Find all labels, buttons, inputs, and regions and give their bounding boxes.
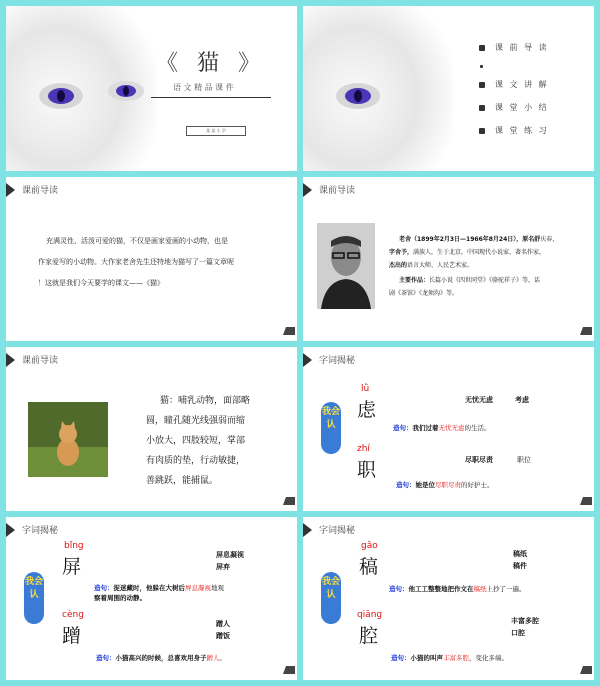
slide-intro-text[interactable] xyxy=(6,177,297,341)
bullet-icon xyxy=(479,105,485,111)
word: 屏弃 xyxy=(216,563,230,571)
bullet-icon xyxy=(479,128,485,134)
author-portrait xyxy=(317,223,375,309)
pinyin: zhí xyxy=(357,444,370,454)
pinyin: cèng xyxy=(62,610,84,620)
corner-deco-icon xyxy=(580,497,592,505)
slide-header: 课前导读 xyxy=(6,347,297,373)
character: 虑 xyxy=(357,399,377,421)
word: 蹭人 xyxy=(216,620,230,628)
character: 职 xyxy=(357,459,377,481)
pinyin: lǜ xyxy=(361,384,370,394)
example-sentence: 造句：他工工整整地把作文在稿纸上抄了一遍。 xyxy=(389,585,526,593)
character: 蹭 xyxy=(62,625,82,647)
bullet-icon xyxy=(480,65,483,68)
recognize-badge: 我会认 xyxy=(321,572,341,624)
recognize-badge: 我会认 xyxy=(24,572,44,624)
bullet-icon xyxy=(479,82,485,88)
character: 腔 xyxy=(359,625,379,647)
slide-vocab-3[interactable] xyxy=(303,517,594,680)
example-sentence: 造句：她是位尽职尽责的好护士。 xyxy=(396,481,494,489)
word: 无忧无虑 xyxy=(465,396,493,404)
character: 稿 xyxy=(359,556,379,578)
pinyin: bǐng xyxy=(64,541,84,551)
slide-header: 字词揭秘 xyxy=(303,347,594,373)
title-divider xyxy=(151,97,271,98)
corner-deco-icon xyxy=(283,666,295,674)
kitten-photo xyxy=(28,402,108,477)
pinyin: gǎo xyxy=(361,541,378,551)
toc-item-1[interactable]: 课 前 导 读 xyxy=(479,36,589,59)
slide-cat-desc[interactable] xyxy=(6,347,297,511)
character: 屏 xyxy=(62,556,82,578)
word: 职位 xyxy=(517,456,531,464)
triangle-icon xyxy=(303,523,312,537)
word: 稿件 xyxy=(513,562,527,570)
word: 蹭饭 xyxy=(216,632,230,640)
triangle-icon xyxy=(6,353,15,367)
intro-paragraph: 充满灵性、活泼可爱的猫，不仅是画家爱画的小动物，也是 作家爱写的小动物。大作家老舍先生还特地为猫写了一篇文章呢 ！这就是我们今天要学的课文——《猫》 xyxy=(38,237,234,287)
cat-description: 猫：哺乳动物，面部略 圆，瞳孔随光线强弱而缩 小放大，四肢较短，掌部 有肉质的垫，行动敏捷， 善跳跃，能捕鼠。 xyxy=(146,396,251,486)
toc-item-4[interactable]: 课 堂 练 习 xyxy=(479,119,589,142)
white-cat-image xyxy=(303,6,453,171)
bullet-icon xyxy=(479,45,485,51)
pinyin: qiāng xyxy=(357,610,383,620)
triangle-icon xyxy=(6,523,15,537)
white-cat-image xyxy=(6,6,156,171)
triangle-icon xyxy=(6,183,15,197)
slide-header: 课前导读 xyxy=(303,177,594,203)
slide-header: 字词揭秘 xyxy=(6,517,297,543)
corner-deco-icon xyxy=(283,327,295,335)
word: 屏息凝视 xyxy=(216,551,244,559)
slide-toc[interactable] xyxy=(303,6,594,171)
example-sentence: 造句：小猫高兴的时候，总喜欢用身子蹭人。 xyxy=(96,654,226,662)
author-bio: 老舍（1899年2月3日—1966年8月24日），原名舒庆春， 字舍予，满族人，生于北京，中国现代小说家、著名作家， 杰出的语言大师、人民艺术家。 主要作品：长篇小说《四世同堂》《骆驼祥子》等，话 剧《茶馆》《龙须沟》等。 xyxy=(389,236,559,297)
triangle-icon xyxy=(303,353,312,367)
slide-title[interactable] xyxy=(6,6,297,171)
word: 尽职尽责 xyxy=(465,456,493,464)
recognize-badge: 我会认 xyxy=(321,402,341,454)
school-label: 某 某 小 学 xyxy=(186,126,246,136)
word: 考虑 xyxy=(515,396,529,404)
toc-item-3[interactable]: 课 堂 小 结 xyxy=(479,96,589,119)
toc-list xyxy=(479,36,589,142)
corner-deco-icon xyxy=(580,327,592,335)
toc-spacer xyxy=(479,59,589,73)
corner-deco-icon xyxy=(283,497,295,505)
slide-vocab-1[interactable] xyxy=(303,347,594,511)
slide-subtitle: 语 文 精 品 课 件 xyxy=(173,83,234,92)
slide-header: 字词揭秘 xyxy=(303,517,594,543)
corner-deco-icon xyxy=(580,666,592,674)
example-sentence: 造句：小猫的叫声丰富多腔，变化多端。 xyxy=(391,654,508,662)
word: 丰富多腔 xyxy=(511,617,539,625)
slide-author[interactable] xyxy=(303,177,594,341)
example-sentence: 造句：我们过着无忧无虑的生活。 xyxy=(393,424,491,432)
toc-item-2[interactable]: 课 文 讲 解 xyxy=(479,73,589,96)
example-sentence: 造句：捉迷藏时，他躲在大树后屏息凝视地观 察着周围的动静。 xyxy=(94,584,224,602)
slide-vocab-2[interactable] xyxy=(6,517,297,680)
slide-title-heading: 《 猫 》 xyxy=(156,51,266,76)
triangle-icon xyxy=(303,183,312,197)
word: 稿纸 xyxy=(513,550,527,558)
slide-header: 课前导读 xyxy=(6,177,297,203)
word: 口腔 xyxy=(511,629,525,637)
